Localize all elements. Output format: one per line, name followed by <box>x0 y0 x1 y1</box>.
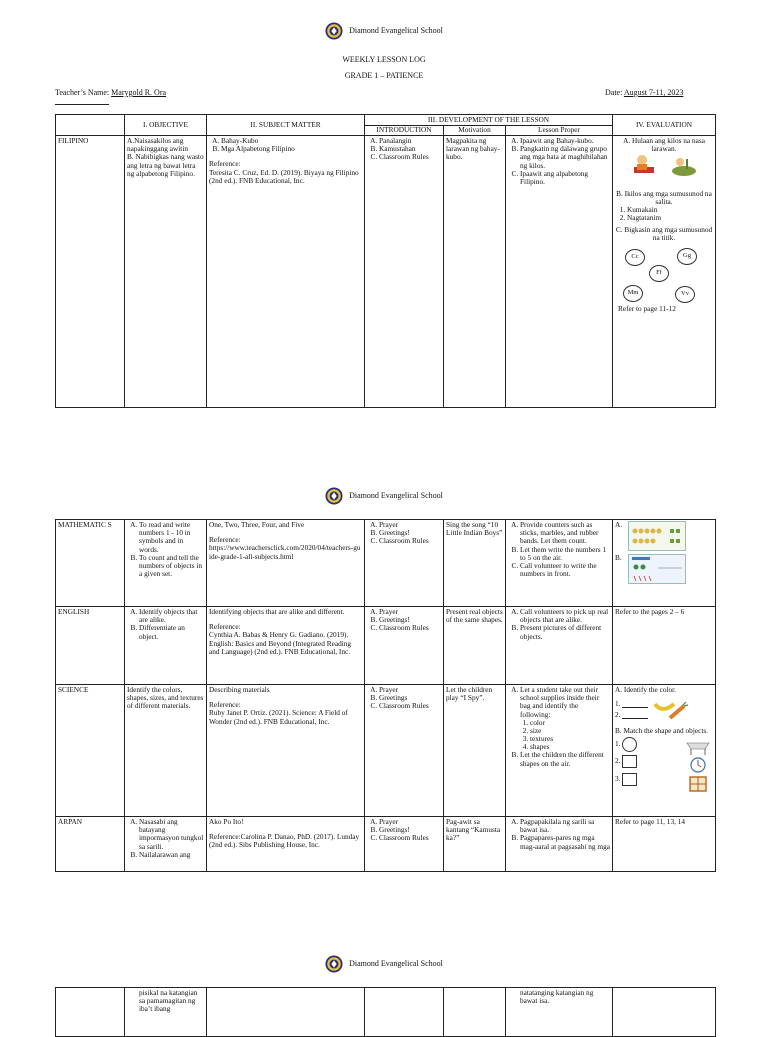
subject-cell <box>56 988 125 1037</box>
evaluation-cell: Refer to page 11, 13, 14 <box>613 817 716 872</box>
introduction-header: INTRODUCTION <box>365 126 444 136</box>
list-item: A. Ipaawit ang Bahay-kubo. <box>520 137 610 145</box>
subject-matter-header: II. SUBJECT MATTER <box>207 115 365 136</box>
date-line <box>605 88 683 97</box>
subject-cell: SCIENCE <box>56 685 125 817</box>
subject-matter-text: Ako Po Ito! <box>209 817 244 826</box>
subject-matter-text: One, Two, Three, Four, and Five <box>209 520 305 529</box>
lesson-proper-cell <box>506 607 613 685</box>
reference-label: Reference: <box>209 622 241 632</box>
eval-b: B. <box>615 553 622 562</box>
reference-label: Reference: <box>209 700 241 710</box>
list-item: B. Greetings! <box>379 616 441 624</box>
list-item: C. Ipaawit ang alpabetong Filipino. <box>520 170 610 186</box>
lesson-proper-cell <box>506 136 613 408</box>
counting-worksheet-image <box>628 521 686 551</box>
motivation-cell: Present real objects of the same shapes. <box>444 607 506 685</box>
list-item: C. Classroom Rules <box>379 153 441 161</box>
objective-b: B. Nabibigkas nang wasto ang letra ng bawat letra ng alpabetong Filipino. <box>127 152 204 178</box>
item-number: 1. <box>615 739 621 749</box>
list-item: B. Differentiate an object. <box>139 624 204 640</box>
reference-label: Reference: <box>209 159 241 169</box>
grade-title: GRADE 1 – PATIENCE <box>344 71 424 80</box>
objective-cell <box>125 136 207 408</box>
page3-header <box>0 955 768 973</box>
reference-text: https://www.teachersclick.com/2020/04/teachers-guide-grade-1-all-subjects.html <box>209 543 361 561</box>
lesson-table-page3 <box>55 987 716 1037</box>
objective-cell <box>125 520 207 607</box>
motivation-cell: Let the children play “I Spy”. <box>444 685 506 817</box>
introduction-cell <box>365 988 444 1037</box>
reference-text: Teresita C. Cruz, Ed. D. (2019). Biyaya ng Filipino (2nd ed.). FNB Educational, Inc. <box>209 167 359 185</box>
introduction-cell <box>365 685 444 817</box>
motivation-cell: Magpakita ng larawan ng bahay-kubo. <box>444 136 506 408</box>
match-objects-image <box>683 737 713 793</box>
list-item: 1. color <box>530 719 610 727</box>
school-seal-icon <box>325 955 343 973</box>
eval-a: A. Hulaan ang kilos na nasa larawan. <box>623 136 705 154</box>
item-number: 3. <box>615 774 621 784</box>
page1-header <box>0 22 768 40</box>
list-item: A. Prayer <box>379 608 441 616</box>
subject-matter-text: Identifying objects that are alike and different. <box>209 607 345 616</box>
list-item: A. Bahay-Kubo <box>221 137 362 145</box>
lesson-table-page1 <box>55 114 716 408</box>
list-item: 2. Nagtatanim <box>627 214 713 222</box>
objective-a: A.Naisasakilos ang napakinggang awitin <box>127 136 188 154</box>
list-item: 2. size <box>530 727 610 735</box>
evaluation-cell: Refer to the pages 2 – 6 <box>613 607 716 685</box>
subject-matter-cell <box>207 520 365 607</box>
motivation-cell: Pag-awit sa kantang “Kamusta ka?” <box>444 817 506 872</box>
eval-reference: Refer to page 11-12 <box>618 303 676 313</box>
school-name: Diamond Evangelical School <box>349 26 443 36</box>
reference-text: Reference:Carolina P. Danao, PhD. (2017). Lunday (2nd ed.). Sibs Publishing House, Inc. <box>209 832 360 850</box>
arpan-row-continued <box>56 988 716 1037</box>
letter-circle: Vv <box>675 286 695 303</box>
motivation-cell: Sing the song “10 Little Indian Boys” <box>444 520 506 607</box>
lesson-proper-cell <box>506 520 613 607</box>
lesson-proper-header: Lesson Proper <box>506 126 613 136</box>
item-number: 2. <box>615 756 621 766</box>
number-writing-image <box>628 554 686 584</box>
motivation-header: Motivation <box>444 126 506 136</box>
letter-circle: Gg <box>677 248 697 265</box>
reference-text: Ruby Janet P. Ortiz. (2021). Science: A Field of Wonder (2nd ed.). FNB Educational, Inc. <box>209 708 348 726</box>
school-seal-icon <box>325 487 343 505</box>
list-item: B. Pangkatin ng dalawang grupo ang mga bata at maghihilahan ng kilos. <box>520 145 610 170</box>
introduction-cell <box>365 607 444 685</box>
list-item: C. Classroom Rules <box>379 834 441 842</box>
objective-cell: pisikal na katangian sa pamamagitan ng iba’t ibang <box>125 988 207 1037</box>
list-item: A. Panalangin <box>379 137 441 145</box>
date-value: August 7-11, 2023 <box>623 88 684 97</box>
page2-header <box>0 487 768 505</box>
objective-cell <box>125 607 207 685</box>
list-item: C. Call volunteer to write the numbers in front. <box>520 562 610 578</box>
school-name: Diamond Evangelical School <box>349 491 443 501</box>
list-item: B. Mga Alpabetong Filipino <box>221 145 362 153</box>
list-item: B. Greetings! <box>379 826 441 834</box>
introduction-cell <box>365 817 444 872</box>
list-item: A. Nasasabi ang batayang impormasyon tungkol sa sarili. <box>139 818 204 851</box>
list-item: A. Prayer <box>379 686 441 694</box>
filipino-row <box>56 136 716 408</box>
list-item: 1. Kumakain <box>627 206 713 214</box>
teacher-label: Teacher’s Name: <box>55 88 110 97</box>
teacher-name: Marygold R. Ora <box>111 88 167 97</box>
list-item <box>520 686 610 751</box>
arpan-row <box>56 817 716 872</box>
subject-cell: FILIPINO <box>56 136 125 408</box>
list-item: B. Nailalarawan ang <box>139 851 204 859</box>
eval-a: A. Identify the color. <box>615 685 676 694</box>
evaluation-cell <box>613 988 716 1037</box>
list-item: B. Kamustahan <box>379 145 441 153</box>
teacher-line <box>55 88 166 97</box>
school-seal-icon <box>325 22 343 40</box>
mathematics-row <box>56 520 716 607</box>
list-item: B. Let them write the numbers 1 to 5 on the air. <box>520 546 610 562</box>
evaluation-cell <box>613 136 716 408</box>
evaluation-cell: A. Identify the color. 1. 2. B. Match the shape and objects. 1. 2. 3. <box>613 685 716 817</box>
circle-shape <box>622 737 637 752</box>
list-item: B. Let the children the different shapes on the air. <box>520 751 610 767</box>
subject-cell: ENGLISH <box>56 607 125 685</box>
lesson-table-page2 <box>55 519 716 872</box>
lesson-proper-cell <box>506 685 613 817</box>
answer-blank <box>622 702 648 708</box>
motivation-cell <box>444 988 506 1037</box>
subject-matter-cell <box>207 988 365 1037</box>
list-item: C. Classroom Rules <box>379 537 441 545</box>
letter-circle: Mm <box>623 285 643 302</box>
list-item: B. Greetings! <box>379 529 441 537</box>
subject-matter-cell <box>207 136 365 408</box>
objective-header: I. OBJECTIVE <box>125 115 207 136</box>
lesson-a-text: Let a student take out their school supplies inside their bag and identify the following: <box>520 685 600 719</box>
evaluation-header: IV. EVALUATION <box>613 115 716 136</box>
list-item: C. Classroom Rules <box>379 624 441 632</box>
subject-header-cell <box>56 115 125 136</box>
list-item: 4. shapes <box>530 743 610 751</box>
subject-matter-cell <box>207 817 365 872</box>
list-item: 3. textures <box>530 735 610 743</box>
list-item: A. Prayer <box>379 818 441 826</box>
action-pictures-image <box>628 153 700 179</box>
list-item: A. Call volunteers to pick up real objects that are alike. <box>520 608 610 624</box>
list-item: A. To read and write numbers 1 - 10 in symbols and in words. <box>139 521 204 554</box>
english-row <box>56 607 716 685</box>
log-title: WEEKLY LESSON LOG <box>342 55 426 64</box>
list-item: A. Provide counters such as sticks, marbles, and rubber bands. Let them count. <box>520 521 610 546</box>
eval-c: C. Bigkasin ang mga sumusunod na titik. <box>615 225 713 243</box>
lesson-proper-cell <box>506 817 613 872</box>
eval-b: B. Match the shape and objects. <box>615 726 709 736</box>
signature-line <box>55 104 109 105</box>
subject-matter-cell <box>207 607 365 685</box>
list-item: A. Identify objects that are alike. <box>139 608 204 624</box>
list-item: B. To count and tell the numbers of objects in a given set. <box>139 554 204 579</box>
list-item: A. Pagpapakilala ng sarili sa bawat isa. <box>520 818 610 834</box>
lesson-proper-cell: natatanging katangian ng bawat isa. <box>506 988 613 1037</box>
objective-cell <box>125 817 207 872</box>
introduction-cell <box>365 136 444 408</box>
list-item: B. Present pictures of different objects. <box>520 624 610 640</box>
list-item: B. Greetings <box>379 694 441 702</box>
rectangle-shape <box>622 773 637 786</box>
letter-circle: Cc <box>625 249 645 266</box>
list-item: B. Pagpapares-pares ng mga mag-aaral at pagsasabi ng mga <box>520 834 610 850</box>
eval-b: B. Ikilos ang mga sumusunod na salita. <box>616 188 712 206</box>
objective-cell: Identify the colors, shapes, sizes, and textures of different materials. <box>125 685 207 817</box>
subject-matter-text: Describing materials <box>209 685 270 694</box>
letter-circle: Ff <box>649 265 669 282</box>
banana-carrot-image <box>652 696 688 722</box>
subject-cell: MATHEMATIC S <box>56 520 125 607</box>
science-row <box>56 685 716 817</box>
eval-a: A. <box>615 520 623 529</box>
square-shape <box>622 755 637 768</box>
subject-matter-cell <box>207 685 365 817</box>
answer-blank <box>622 713 648 719</box>
introduction-cell <box>365 520 444 607</box>
school-name: Diamond Evangelical School <box>349 959 443 969</box>
letter-circles <box>615 243 713 305</box>
reference-label: Reference: <box>209 535 241 545</box>
list-item: C. Classroom Rules <box>379 702 441 710</box>
date-label: Date: <box>605 88 623 97</box>
subject-cell: ARPAN <box>56 817 125 872</box>
reference-text: Cynthia A. Babas & Henry G. Gadiano. (2019). English: Basics and Beyond (Integrated Reading and Language) (2nd ed.). FNB Educational, Inc. <box>209 630 352 656</box>
development-header: III. DEVELOPMENT OF THE LESSON <box>365 115 613 126</box>
list-item: A. Prayer <box>379 521 441 529</box>
evaluation-cell <box>613 520 716 607</box>
